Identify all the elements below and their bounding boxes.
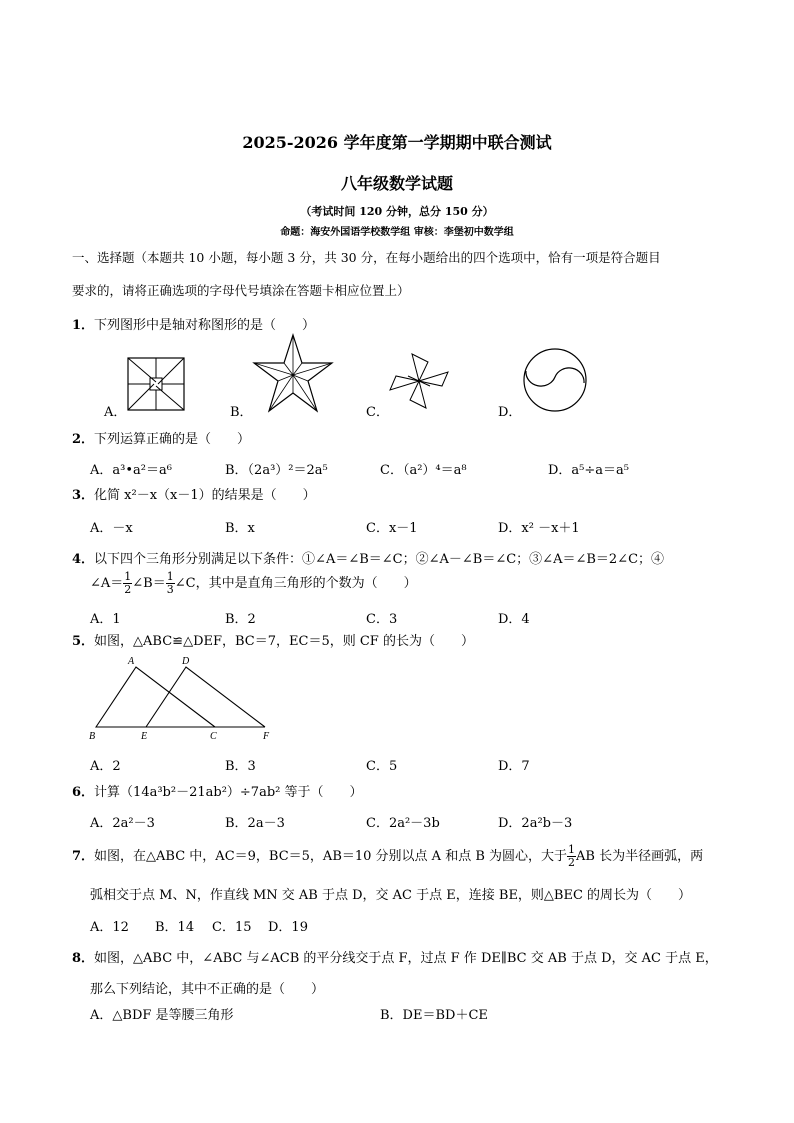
q6-option-c[interactable]: C．2a²－3b xyxy=(366,816,440,831)
five-point-star-icon xyxy=(252,333,334,413)
q6-option-a[interactable]: A．2a²－3 xyxy=(90,816,155,831)
point-label-d: D xyxy=(182,656,190,667)
q4-option-c[interactable]: C．3 xyxy=(366,612,398,627)
exam-authors: 命题：海安外国语学校数学组 审核：李堡初中数学组 xyxy=(280,227,514,238)
q7-option-d[interactable]: D．19 xyxy=(268,920,308,935)
question-4-line2: ∠A＝ $\frac{1}{2}$ ∠B＝ $\frac{1}{3}$ ∠C，其中是直角三角形的个数为（ ） xyxy=(90,570,417,596)
point-label-a: A xyxy=(128,656,135,667)
question-stem: 下列图形中是轴对称图形的是（ ） xyxy=(94,318,316,333)
q4-option-b[interactable]: B．2 xyxy=(225,612,256,627)
section-instructions-line1: 一、选择题（本题共 10 小题，每小题 3 分，共 30 分，在每小题给出的四个选项中，恰有一项是符合题目 xyxy=(72,250,661,265)
pinwheel-square-icon xyxy=(126,356,186,412)
question-stem: 以下四个三角形分别满足以下条件：①∠A＝∠B＝∠C；②∠A－∠B＝∠C；③∠A＝∠B＝2∠C；④ xyxy=(94,552,665,567)
q3-option-a[interactable]: A．－x xyxy=(90,521,133,536)
q3-option-d[interactable]: D．x² －x＋1 xyxy=(498,521,580,536)
question-stem: 计算（14a³b²－21ab²）÷7ab² 等于（ ） xyxy=(94,785,363,800)
q1-option-b[interactable]: B． xyxy=(230,405,253,420)
triangle-figure-q5 xyxy=(88,655,278,745)
q4-option-a[interactable]: A．1 xyxy=(90,612,121,627)
section-instructions-line2: 要求的，请将正确选项的字母代号填涂在答题卡相应位置上） xyxy=(72,283,410,298)
q5-option-d[interactable]: D．7 xyxy=(498,759,530,774)
q4-option-d[interactable]: D．4 xyxy=(498,612,530,627)
question-stem: 下列运算正确的是（ ） xyxy=(94,432,251,447)
question-number: 3． xyxy=(72,488,95,503)
question-number: 5． xyxy=(72,634,95,649)
question-number: 7． xyxy=(72,849,95,864)
question-number: 4． xyxy=(72,552,95,567)
point-label-e: E xyxy=(141,731,148,742)
question-stem: 如图，在△ABC 中，AC＝9，BC＝5，AB＝10 分别以点 A 和点 B 为圆心，大于 xyxy=(94,849,568,864)
exam-title: 2025-2026 学年度第一学期期中联合测试 xyxy=(242,133,552,152)
point-label-c: C xyxy=(210,731,217,742)
q7-option-c[interactable]: C．15 xyxy=(212,920,252,935)
q7-option-a[interactable]: A．12 xyxy=(90,920,129,935)
q1-option-d[interactable]: D． xyxy=(498,405,522,420)
question-7-line2: 弧相交于点 M、N，作直线 MN 交 AB 于点 D，交 AC 于点 E，连接 BE，则△BEC 的周长为（ ） xyxy=(90,888,692,903)
question-stem: 如图，△ABC≌△DEF，BC＝7，EC＝5，则 CF 的长为（ ） xyxy=(94,634,474,649)
question-stem: 如图，△ABC 中，∠ABC 与∠ACB 的平分线交于点 F，过点 F 作 DE∥BC 交 AB 于点 D，交 AC 于点 E， xyxy=(94,951,718,966)
fraction: $\frac{1}{3}$ xyxy=(166,570,174,596)
q2-option-b[interactable]: B．（2a³）²＝2a⁵ xyxy=(225,463,328,478)
question-3 xyxy=(72,484,316,503)
question-5 xyxy=(72,630,474,649)
fraction: $\frac{1}{2}$ xyxy=(124,570,132,596)
question-stem: 化简 x²－x（x－1）的结果是（ ） xyxy=(94,488,316,503)
question-number: 2． xyxy=(72,432,95,447)
question-number: 1． xyxy=(72,318,95,333)
point-label-b: B xyxy=(89,731,96,742)
question-4 xyxy=(72,548,664,567)
question-7: 7．如图，在△ABC 中，AC＝9，BC＝5，AB＝10 分别以点 A 和点 B 为圆心，大于 $\frac{1}{2}$ AB 长为半径画弧，两 xyxy=(72,843,704,869)
q1-option-c[interactable]: C． xyxy=(366,405,389,420)
question-6 xyxy=(72,781,363,800)
q3-option-c[interactable]: C．x－1 xyxy=(366,521,418,536)
q6-option-d[interactable]: D．2a²b－3 xyxy=(498,816,573,831)
q8-option-a[interactable]: A．△BDF 是等腰三角形 xyxy=(90,1008,234,1023)
point-label-f: F xyxy=(263,731,270,742)
q2-option-c[interactable]: C．（a²）⁴＝a⁸ xyxy=(380,463,467,478)
question-2 xyxy=(72,428,250,447)
q1-option-a[interactable]: A． xyxy=(104,405,127,420)
fraction: $\frac{1}{2}$ xyxy=(568,843,576,869)
question-8 xyxy=(72,947,718,966)
exam-time-info: （考试时间 120 分钟，总分 150 分） xyxy=(300,205,494,218)
question-number: 8． xyxy=(72,951,95,966)
q2-option-a[interactable]: A．a³•a²＝a⁶ xyxy=(90,463,172,478)
question-8-line2: 那么下列结论，其中不正确的是（ ） xyxy=(90,982,325,997)
q7-option-b[interactable]: B．14 xyxy=(155,920,195,935)
question-number: 6． xyxy=(72,785,95,800)
exam-subtitle: 八年级数学试题 xyxy=(340,174,453,193)
q3-option-b[interactable]: B．x xyxy=(225,521,255,536)
pinwheel-triangles-icon xyxy=(388,352,450,410)
q5-option-c[interactable]: C．5 xyxy=(366,759,398,774)
q2-option-d[interactable]: D．a⁵÷a＝a⁵ xyxy=(548,463,629,478)
q8-option-b[interactable]: B．DE＝BD＋CE xyxy=(380,1008,488,1023)
question-1 xyxy=(72,314,315,333)
q5-option-b[interactable]: B．3 xyxy=(225,759,256,774)
q6-option-b[interactable]: B．2a－3 xyxy=(225,816,285,831)
q5-option-a[interactable]: A．2 xyxy=(90,759,121,774)
yin-yang-circle-icon xyxy=(522,347,588,413)
